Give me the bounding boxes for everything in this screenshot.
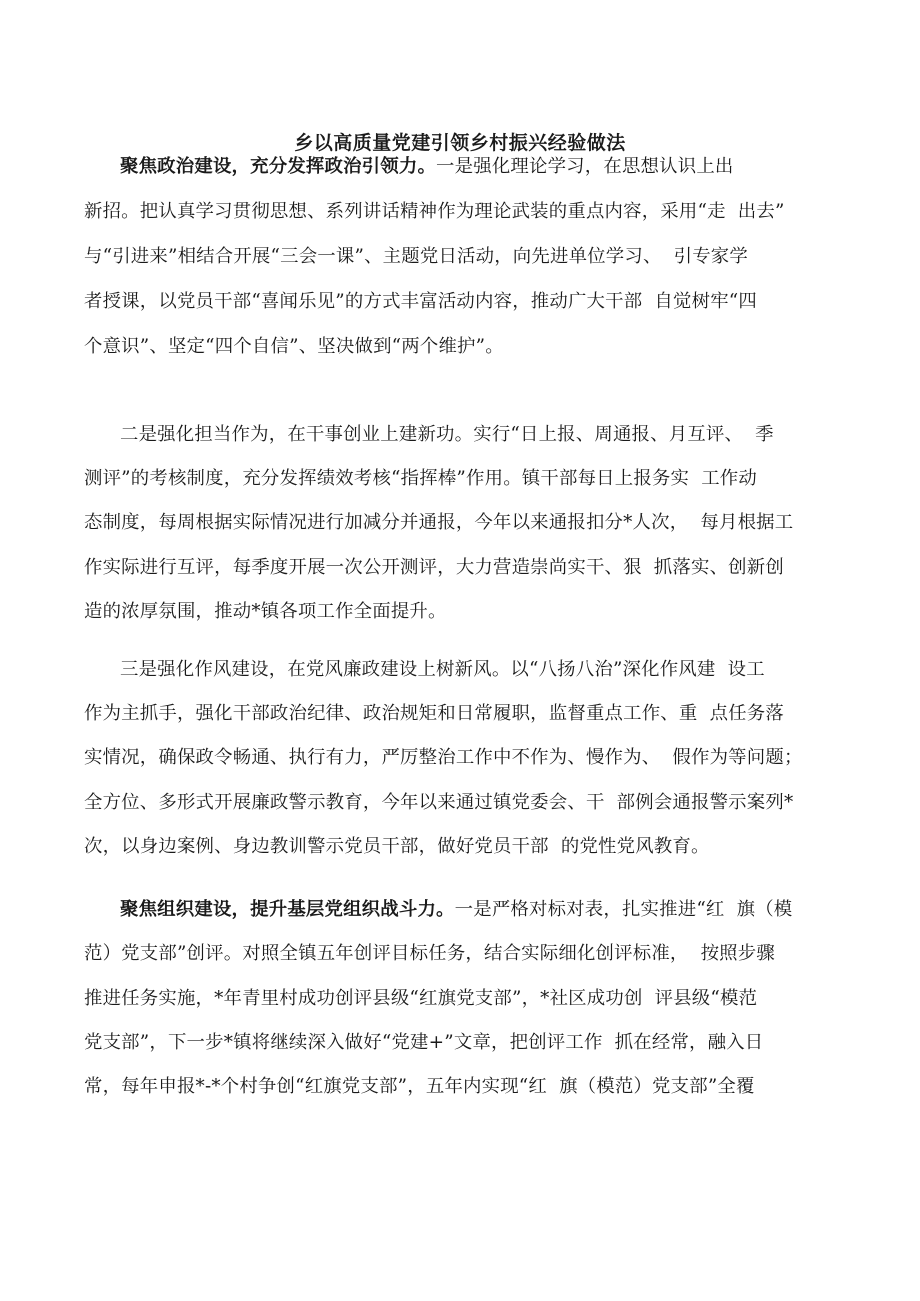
document-title: 乡以高质量党建引领乡村振兴经验做法 (294, 132, 626, 154)
paragraph-line: 作为主抓手，强化干部政治纪律、政治规矩和日常履职，监督重点工作、重 点任务落 (84, 703, 784, 724)
paragraph-text: 一是严格对标对表，扎实推进“红 旗（模 (454, 899, 793, 920)
paragraph-line: 三是强化作风建设，在党风廉政建设上树新风。以“八扬八治”深化作风建 设工 (120, 659, 765, 680)
paragraph-text: 一是强化理论学习，在思想认识上出 (436, 156, 734, 177)
paragraph-line: 新招。把认真学习贯彻思想、系列讲话精神作为理论武装的重点内容，采用“走 出去” (84, 201, 785, 222)
paragraph-line (120, 151, 734, 183)
section-heading-political: 聚焦政治建设，充分发挥政治引领力。 (120, 156, 437, 177)
section-heading-organization: 聚焦组织建设，提升基层党组织战斗力。 (120, 899, 455, 920)
paragraph-line: 推进任务实施，*年青里村成功创评县级“红旗党支部”，*社区成功创 评县级“模范 (84, 988, 758, 1009)
paragraph-line: 个意识”、坚定“四个自信”、坚决做到“两个维护”。 (84, 336, 504, 357)
paragraph-line: 范）党支部”创评。对照全镇五年创评目标任务，结合实际细化创评标准， 按照步骤 (84, 943, 775, 964)
paragraph-line: 态制度，每周根据实际情况进行加减分并通报，今年以来通报扣分*人次， 每月根据工 (84, 512, 794, 533)
paragraph-line: 测评”的考核制度，充分发挥绩效考核“指挥棒”作用。镇干部每日上报务实 工作动 (84, 468, 757, 489)
paragraph-line: 二是强化担当作为，在干事创业上建新功。实行“日上报、周通报、月互评、 季 (120, 424, 774, 445)
paragraph-line: 次，以身边案例、身边教训警示党员干部，做好党员干部 的党性党风教育。 (84, 836, 710, 857)
paragraph-line: 常，每年申报*-*个村争创“红旗党支部”，五年内实现“红 旗（模范）党支部”全覆 (84, 1076, 755, 1097)
paragraph-line: 造的浓厚氛围，推动*镇各项工作全面提升。 (84, 601, 447, 622)
paragraph-line: 与“引进来”相结合开展“三会一课”、主题党日活动，向先进单位学习、 引专家学 (84, 246, 748, 267)
paragraph-line: 党支部”，下一步*镇将继续深入做好“党建+”文章，把创评工作 抓在经常，融入日 (84, 1032, 764, 1053)
paragraph-line: 实情况，确保政令畅通、执行有力，严厉整治工作中不作为、慢作为、 假作为等问题； (84, 747, 803, 768)
paragraph-line: 作实际进行互评，每季度开展一次公开测评，大力营造崇尚实干、狠 抓落实、创新创 (84, 557, 784, 578)
paragraph-line: 者授课，以党员干部“喜闻乐见”的方式丰富活动内容，推动广大干部 自觉树牢“四 (84, 291, 757, 312)
paragraph-line (120, 894, 792, 926)
paragraph-line: 全方位、多形式开展廉政警示教育，今年以来通过镇党委会、干 部例会通报警示案列* (84, 792, 794, 813)
